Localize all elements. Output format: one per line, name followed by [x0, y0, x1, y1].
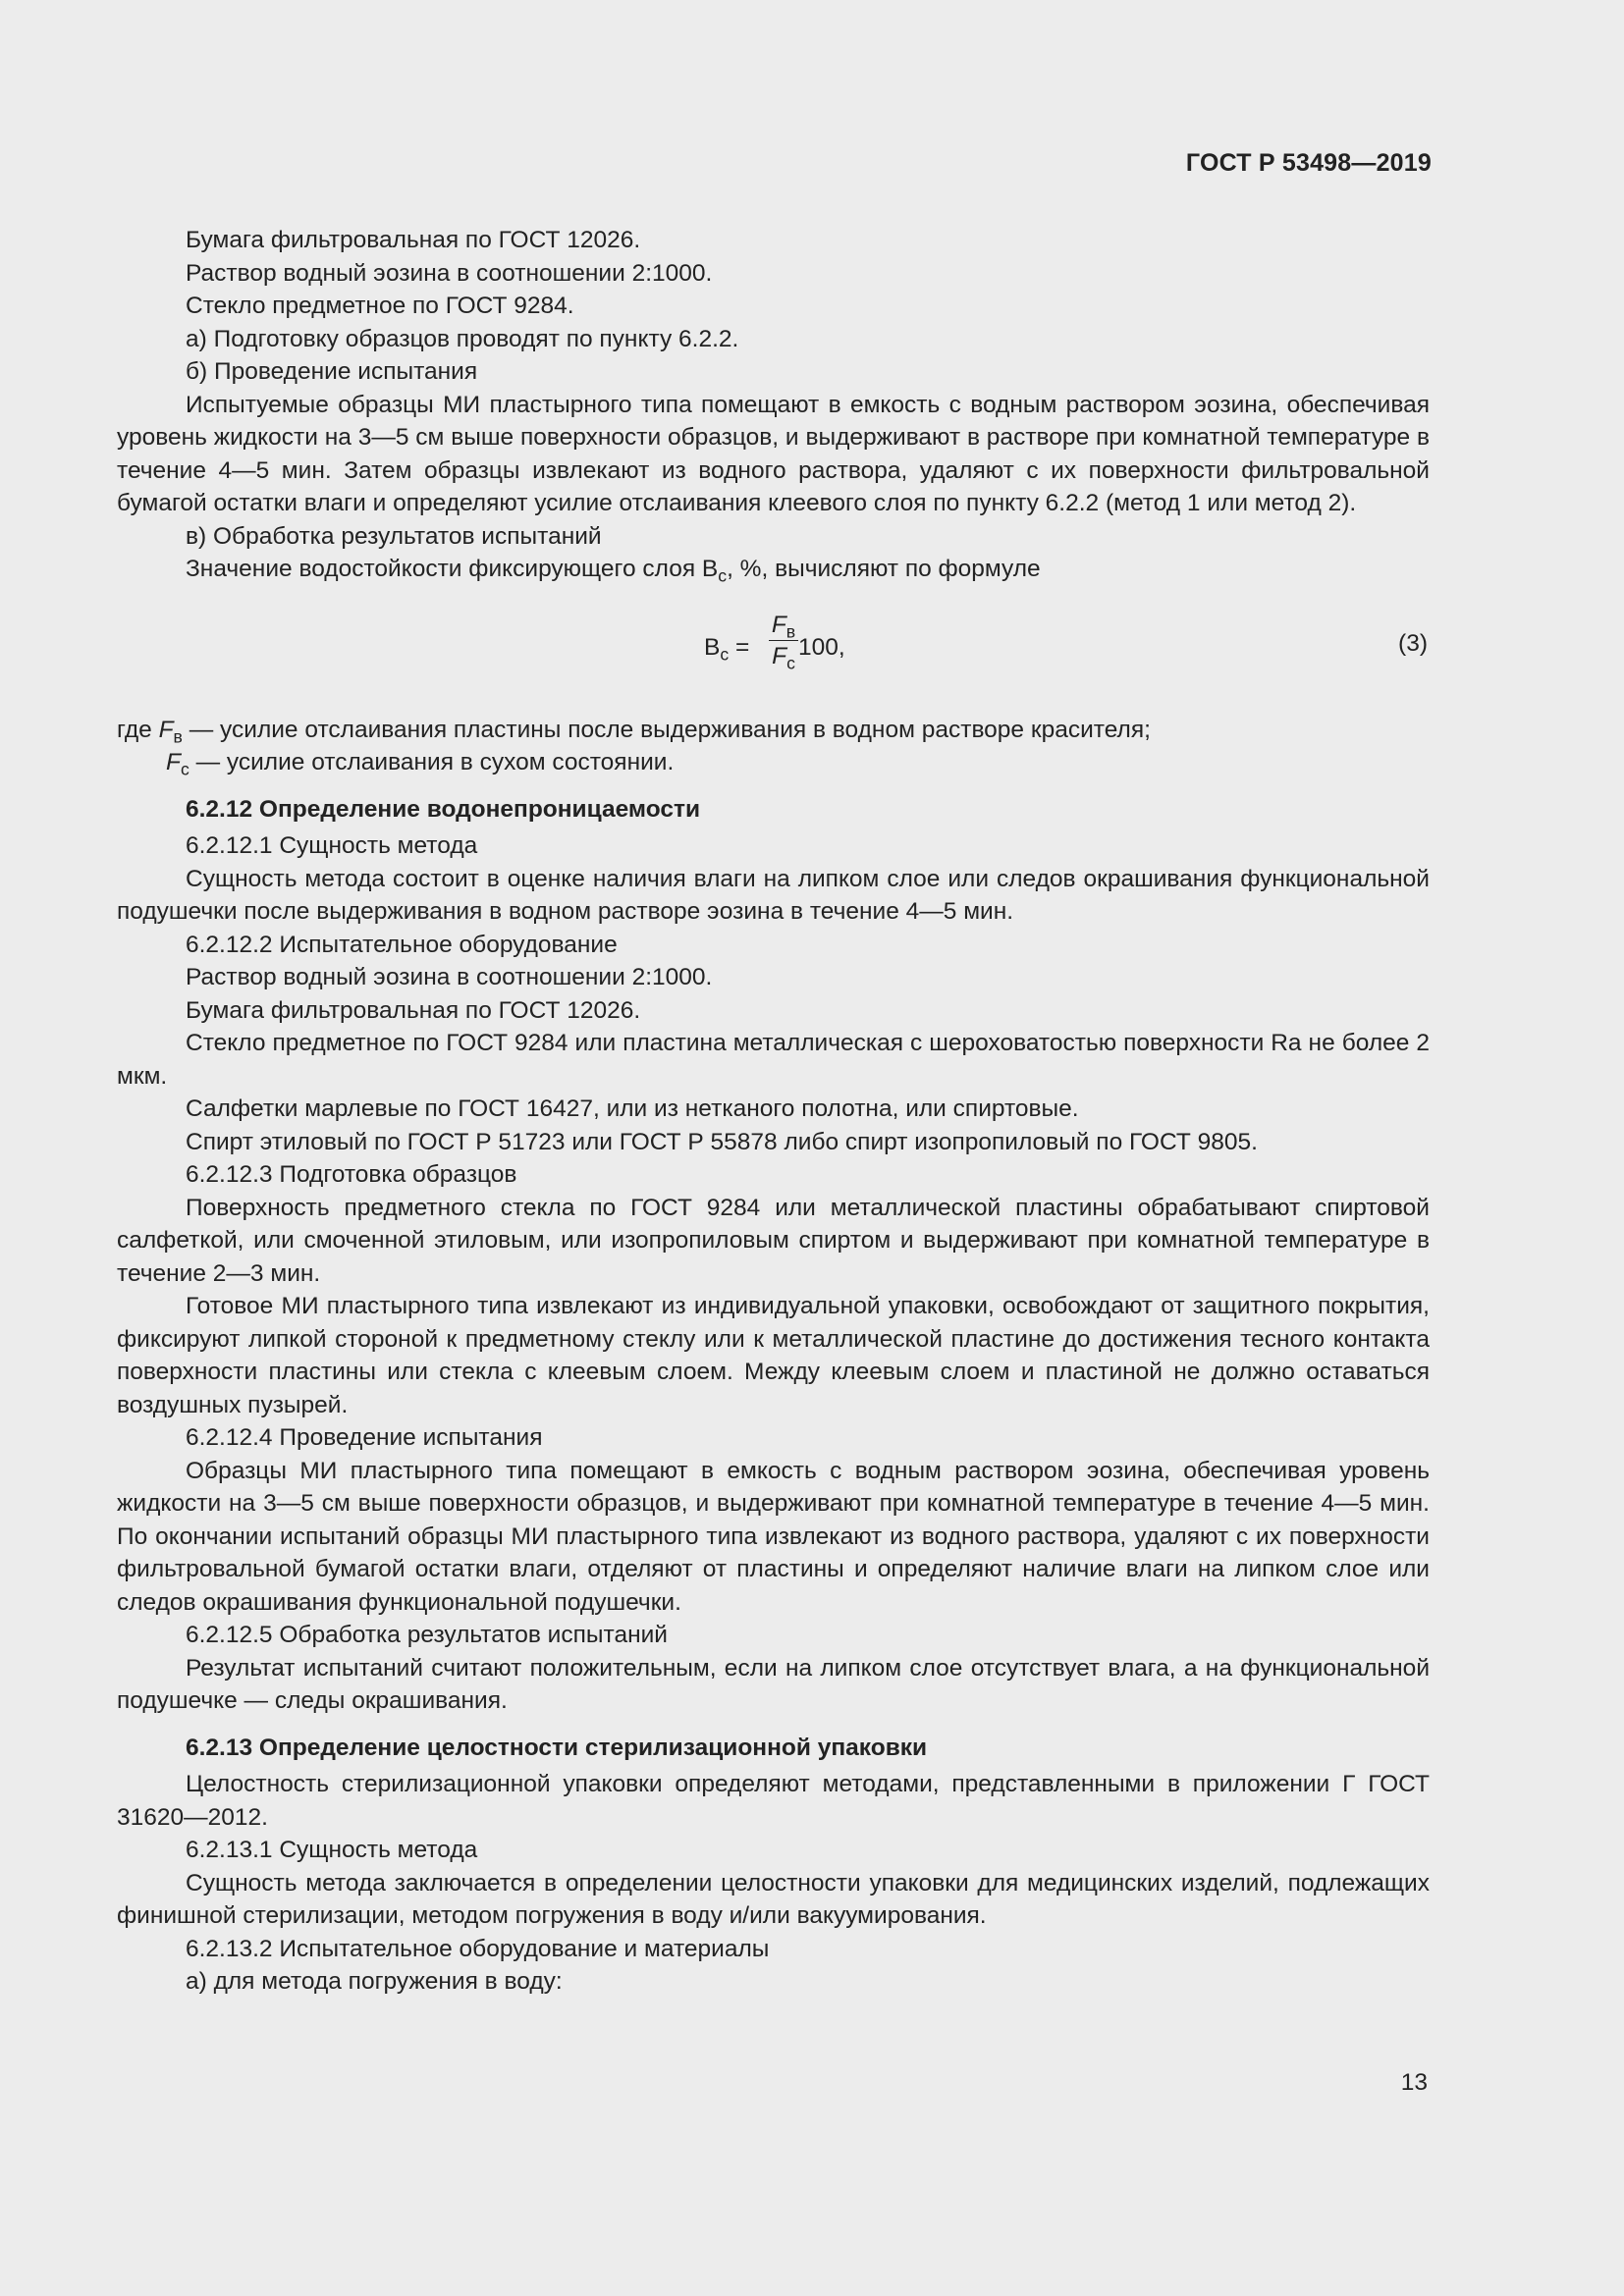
paragraph: Бумага фильтровальная по ГОСТ 12026. — [186, 227, 641, 253]
where-prefix: где — [117, 716, 159, 743]
list-item: а) для метода погружения в воду: — [186, 1968, 563, 1995]
standard-header: ГОСТ Р 53498—2019 — [1185, 149, 1432, 177]
paragraph: Стекло предметное по ГОСТ 9284 или пластина металлическая с шероховатостью поверхности Ra не более 2 мкм. — [117, 1030, 1430, 1090]
where-symbol: F — [166, 749, 181, 775]
paragraph: Стекло предметное по ГОСТ 9284. — [186, 293, 574, 319]
equation-number: (3) — [1398, 629, 1428, 657]
list-item: а) Подготовку образцов проводят по пункту 6.2.2. — [186, 325, 739, 352]
formula-multiplier: 100, — [798, 633, 845, 661]
subsection-heading: 6.2.13.2 Испытательное оборудование и материалы — [186, 1935, 770, 1962]
denominator-symbol: F — [772, 642, 787, 669]
fraction-denominator — [769, 641, 798, 671]
paragraph: Бумага фильтровальная по ГОСТ 12026. — [186, 996, 641, 1024]
paragraph: Готовое МИ пластырного типа извлекают из индивидуальной упаковки, освобождают от защитного покрытия, фиксируют липкой стороной к предметному стеклу или к металлической пластине до достижения тесного контакта поверхности пластины или стекла с клеевым слоем. Между клеевым слоем и пластиной не должно оставаться воздушных пузырей. — [117, 1293, 1430, 1418]
section-heading-6-2-12: 6.2.12 Определение водонепроницаемости — [186, 795, 701, 823]
paragraph: Поверхность предметного стекла по ГОСТ 9284 или металлической пластины обрабатывают спиртовой салфеткой, или смоченной этиловым, или изопропиловым спиртом и выдерживают при комнатной температуре в течение 2—3 мин. — [117, 1194, 1430, 1287]
paragraph: Результат испытаний считают положительным, если на липком слое отсутствует влага, а на функциональной подушечке — следы окрашивания. — [117, 1654, 1430, 1714]
page-content — [117, 224, 1430, 1999]
where-line-1 — [117, 714, 1430, 747]
list-item: в) Обработка результатов испытаний — [186, 522, 602, 550]
paragraph: Салфетки марлевые по ГОСТ 16427, или из нетканого полотна, или спиртовые. — [186, 1095, 1079, 1122]
formula-intro-subscript: с — [718, 565, 728, 586]
where-symbol: F — [158, 716, 174, 743]
where-definition: — усилие отслаивания в сухом состоянии. — [189, 749, 675, 775]
numerator-subscript: в — [785, 621, 796, 642]
where-subscript: в — [173, 726, 183, 747]
paragraph: Сущность метода состоит в оценке наличия влаги на липком слое или следов окрашивания функциональной подушечки после выдерживания в водном растворе эозина в течение 4—5 мин. — [117, 865, 1430, 925]
subsection-heading: 6.2.12.3 Подготовка образцов — [186, 1161, 517, 1188]
section-heading-6-2-13: 6.2.13 Определение целостности стерилизационной упаковки — [186, 1734, 928, 1761]
paragraph: Образцы МИ пластырного типа помещают в емкость с водным раствором эозина, обеспечивая уровень жидкости на 3—5 см выше поверхности образцов, и выдерживают при комнатной температуре в течение 4—5 мин. По окончании испытаний образцы МИ пластырного типа извлекают из водного раствора, удаляют с их поверхности фильтровальной бумагой остатки влаги, отделяют от пластины и определяют наличие влаги на липком слое или следов окрашивания функциональной подушечки. — [117, 1457, 1430, 1616]
paragraph: Спирт этиловый по ГОСТ Р 51723 или ГОСТ Р 55878 либо спирт изопропиловый по ГОСТ 9805. — [186, 1128, 1258, 1155]
numerator-symbol: F — [771, 611, 786, 638]
subsection-heading: 6.2.12.2 Испытательное оборудование — [186, 931, 618, 958]
paragraph: Испытуемые образцы МИ пластырного типа помещают в емкость с водным раствором эозина, обеспечивая уровень жидкости на 3—5 см выше поверхности образцов, и выдерживают в растворе при комнатной температуре в течение 4—5 мин. Затем образцы извлекают из водного раствора, удаляют с их поверхности фильтровальной бумагой остатки влаги и определяют усилие отслаивания клеевого слоя по пункту 6.2.2 (метод 1 или метод 2). — [117, 391, 1430, 516]
subsection-heading: 6.2.12.4 Проведение испытания — [186, 1424, 543, 1451]
formula-equals: = — [729, 633, 750, 661]
paragraph: Раствор водный эозина в соотношении 2:1000. — [186, 964, 713, 990]
formula-intro — [117, 553, 1430, 586]
paragraph: Раствор водный эозина в соотношении 2:1000. — [186, 259, 713, 287]
page-number: 13 — [1400, 2069, 1428, 2096]
where-subscript: с — [180, 759, 189, 779]
paragraph: Целостность стерилизационной упаковки определяют методами, представленными в приложении Г ГОСТ 31620—2012. — [117, 1771, 1430, 1831]
denominator-subscript: с — [786, 653, 795, 673]
formula-lhs-subscript: с — [720, 644, 730, 665]
subsection-heading: 6.2.13.1 Сущность метода — [186, 1837, 478, 1863]
formula-lhs-symbol: В — [704, 633, 721, 661]
subsection-heading: 6.2.12.5 Обработка результатов испытаний — [186, 1622, 668, 1648]
subsection-heading: 6.2.12.1 Сущность метода — [186, 832, 478, 859]
formula-lhs — [704, 631, 749, 665]
formula-intro-text: Значение водостойкости фиксирующего слоя В — [186, 556, 719, 582]
list-item: б) Проведение испытания — [186, 358, 478, 385]
formula-block — [117, 606, 1430, 698]
where-line-2 — [117, 746, 1430, 779]
paragraph: Сущность метода заключается в определении целостности упаковки для медицинских изделий, подлежащих финишной стерилизации, методом погружения в воду и/или вакуумирования. — [117, 1869, 1430, 1929]
fraction-numerator — [769, 610, 798, 641]
where-definition: — усилие отслаивания пластины после выдерживания в водном растворе красителя; — [182, 716, 1151, 743]
formula-intro-text-end: , %, вычисляют по формуле — [727, 556, 1041, 582]
formula-fraction — [769, 610, 798, 671]
